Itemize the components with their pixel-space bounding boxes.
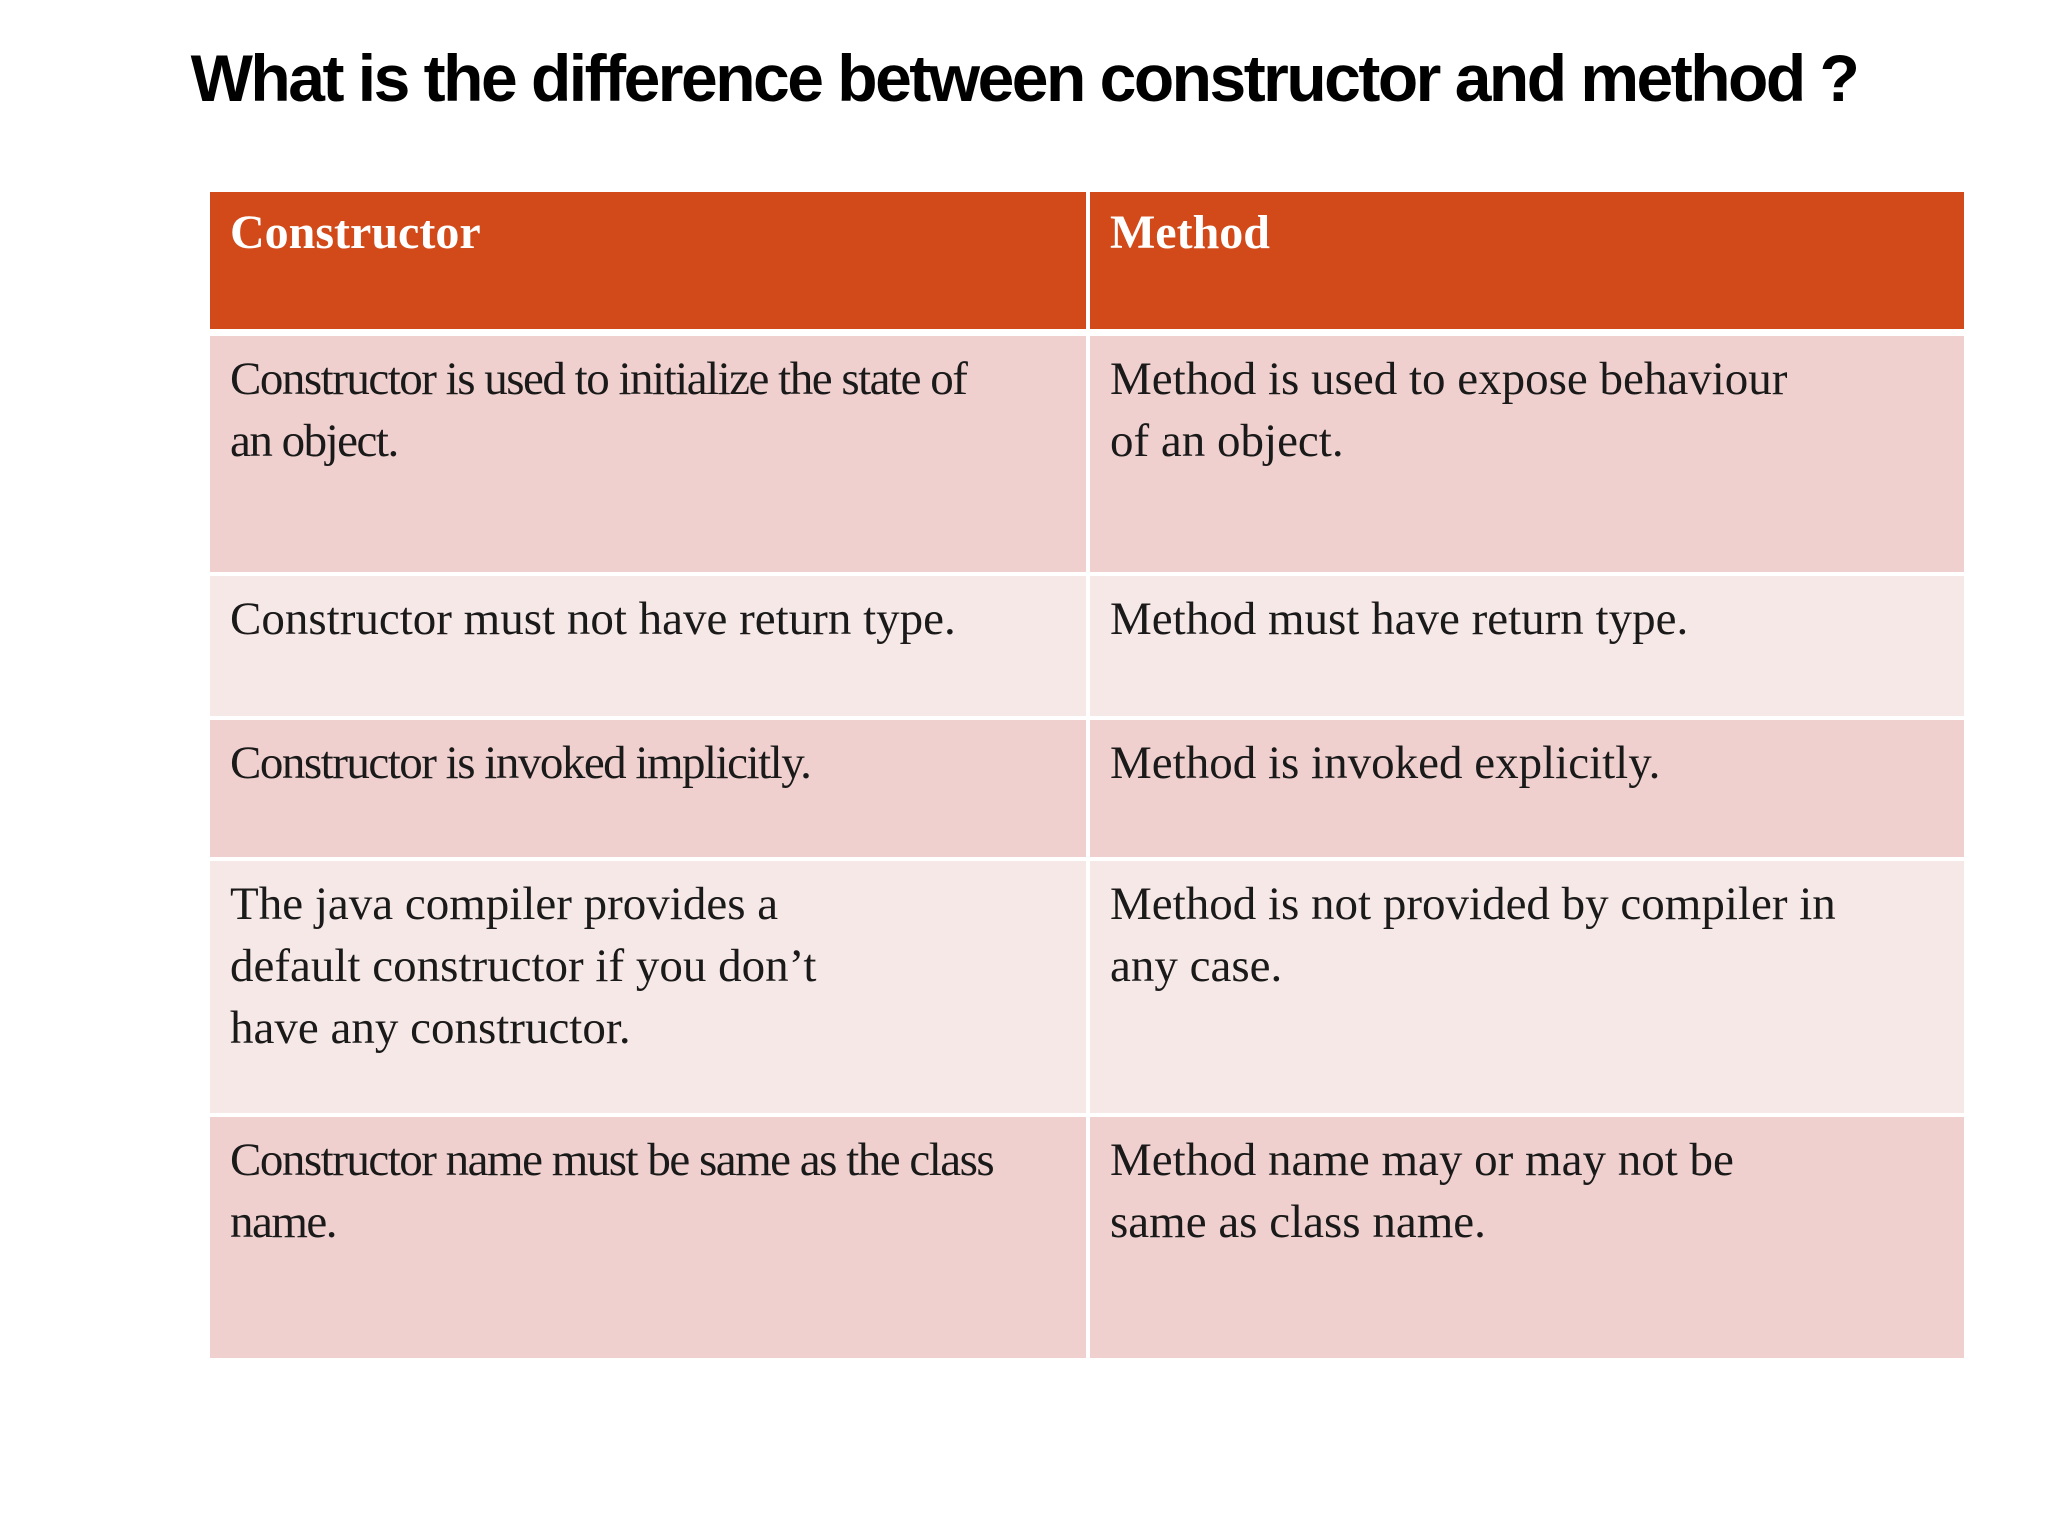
method-cell [1088,1115,1966,1360]
header-method: Method [1088,190,1966,332]
table-row [208,859,1966,1115]
constructor-cell [208,332,1088,574]
method-text: Method is not provided by compiler in any case. [1110,878,1836,992]
constructor-text: Constructor name must be same as the class name. [230,1134,994,1248]
method-text: Method name may or may not be same as class name. [1110,1134,1734,1248]
table-row [208,574,1966,718]
table-row [208,718,1966,859]
table-header-row [208,190,1966,332]
constructor-cell [208,859,1088,1115]
constructor-text: Constructor must not have return type. [230,593,956,645]
constructor-text: Constructor is used to initialize the state of an object. [230,352,967,467]
table-row [208,332,1966,574]
constructor-cell [208,574,1088,718]
constructor-text: The java compiler provides a default constructor if you don’t have any constructor. [230,878,817,1054]
method-text: Method must have return type. [1110,593,1689,645]
method-cell [1088,332,1966,574]
header-constructor: Constructor [208,190,1088,332]
constructor-text: Constructor is invoked implicitly. [230,737,811,789]
constructor-cell [208,718,1088,859]
method-cell [1088,859,1966,1115]
method-cell [1088,574,1966,718]
method-text: Method is invoked explicitly. [1110,737,1661,789]
comparison-table [206,188,1968,1362]
table-row [208,1115,1966,1360]
method-text: Method is used to expose behaviour of an object. [1110,352,1788,467]
method-cell [1088,718,1966,859]
slide-title: What is the difference between constructor and method ? [190,41,1858,115]
constructor-cell [208,1115,1088,1360]
